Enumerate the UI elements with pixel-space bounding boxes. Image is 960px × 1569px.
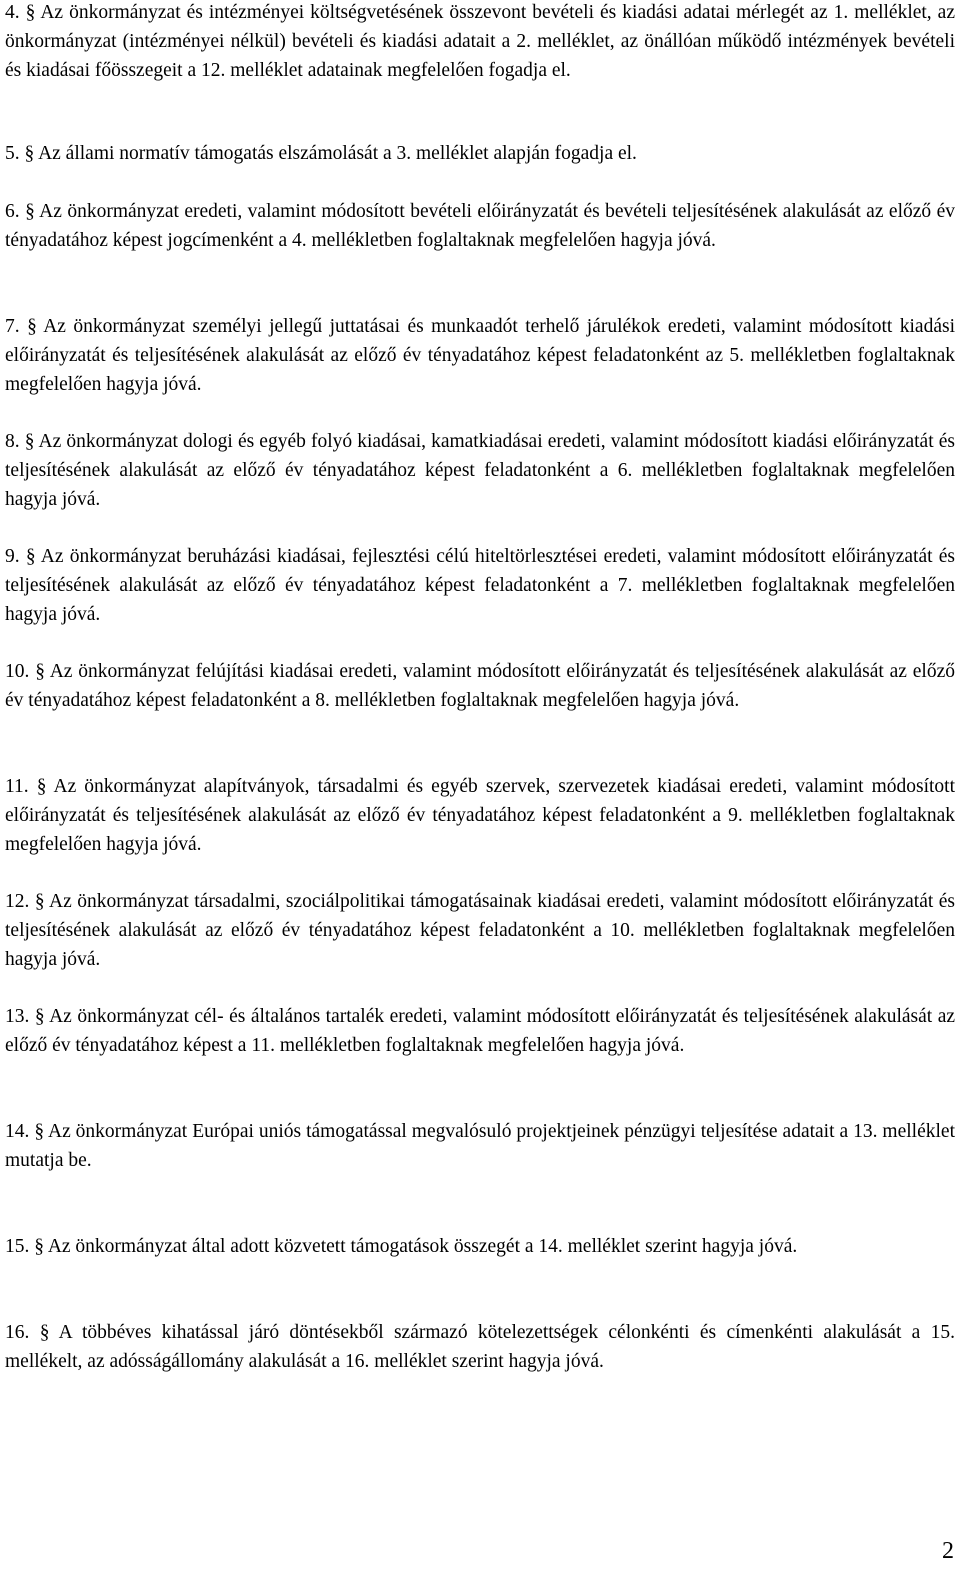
paragraph-number: 11. bbox=[5, 776, 29, 797]
paragraph-number: 7. bbox=[5, 316, 20, 337]
section-sign: § bbox=[24, 143, 35, 164]
paragraph-9 bbox=[5, 542, 955, 629]
paragraph-number: 13. bbox=[5, 1006, 30, 1027]
paragraph-6 bbox=[5, 197, 955, 255]
paragraph-14 bbox=[5, 1117, 955, 1175]
section-sign: § bbox=[25, 2, 36, 23]
paragraph-text: Az önkormányzat alapítványok, társadalmi és egyéb szervek, szervezetek kiadásai eredeti, valamint módosított előirányzatát és teljesítésének alakulását az előző év tényadatához képest feladatonként a 9. mellékletben foglaltaknak megfelelően hagyja jóvá. bbox=[5, 776, 955, 855]
paragraph-number: 14. bbox=[5, 1121, 30, 1142]
paragraph-text: Az önkormányzat dologi és egyéb folyó kiadásai, kamatkiadásai eredeti, valamint módosított kiadási előirányzatát és teljesítésének alakulását az előző év tényadatához képest feladatonként a 6. mellékletben foglaltaknak megfelelően hagyja jóvá. bbox=[5, 431, 955, 510]
section-sign: § bbox=[34, 1236, 44, 1257]
paragraph-text: Az önkormányzat beruházási kiadásai, fejlesztési célú hiteltörlesztései eredeti, valamint módosított előirányzatát és teljesítésének alakulását az előző év tényadatához képest feladatonként a 7. mellékletben foglaltaknak megfelelően hagyja jóvá. bbox=[5, 546, 955, 625]
paragraph-text: Az önkormányzat felújítási kiadásai eredeti, valamint módosított előirányzatát és teljesítésének alakulását az előző év tényadatához képest feladatonként a 8. mellékletben foglaltaknak megfelelően hagyja jóvá. bbox=[5, 661, 955, 711]
section-sign: § bbox=[25, 201, 35, 222]
paragraph-text: Az önkormányzat és intézményei költségvetésének összevont bevételi és kiadási adatai mérlegét az 1. melléklet, az önkormányzat (intézményei nélkül) bevételi és kiadási adatait a 2. melléklet, az önállóan működő intézmények bevételi és kiadásai főösszegeit a 12. melléklet adatainak megfelelően fogadja el. bbox=[5, 2, 955, 81]
paragraph-number: 5. bbox=[5, 143, 20, 164]
paragraph-text: A többéves kihatással járó döntésekből származó kötelezettségek célonkénti és címenkénti alakulását a 15. mellékelt, az adósságállomány alakulását a 16. melléklet szerint hagyja jóvá. bbox=[5, 1322, 955, 1372]
paragraph-11 bbox=[5, 772, 955, 859]
section-sign: § bbox=[35, 661, 45, 682]
paragraph-number: 6. bbox=[5, 201, 20, 222]
section-sign: § bbox=[24, 431, 35, 452]
section-sign: § bbox=[39, 1322, 50, 1343]
paragraph-4 bbox=[5, 0, 955, 85]
paragraph-15 bbox=[5, 1232, 955, 1261]
paragraph-number: 15. bbox=[5, 1236, 30, 1257]
section-sign: § bbox=[34, 891, 45, 912]
paragraph-13 bbox=[5, 1002, 955, 1060]
section-sign: § bbox=[36, 776, 47, 797]
section-sign: § bbox=[34, 1006, 45, 1027]
paragraph-7 bbox=[5, 312, 955, 399]
section-sign: § bbox=[25, 546, 36, 567]
paragraph-text: Az önkormányzat személyi jellegű juttatásai és munkaadót terhelő járulékok eredeti, valamint módosított kiadási előirányzatát és teljesítésének alakulását az előző év tényadatához képest feladatonként az 5. mellékletben foglaltaknak megfelelően hagyja jóvá. bbox=[5, 316, 956, 395]
paragraph-5 bbox=[5, 139, 955, 168]
paragraph-number: 12. bbox=[5, 891, 30, 912]
page-number: 2 bbox=[942, 1538, 954, 1564]
paragraph-number: 8. bbox=[5, 431, 20, 452]
paragraph-16 bbox=[5, 1318, 955, 1376]
paragraph-number: 16. bbox=[5, 1322, 30, 1343]
paragraph-text: Az önkormányzat eredeti, valamint módosított bevételi előirányzatát és bevételi teljesítésének alakulását az előző év tényadatához képest jogcímenként a 4. mellékletben foglaltaknak megfelelően hagyja jóvá. bbox=[5, 201, 955, 251]
paragraph-number: 4. bbox=[5, 2, 20, 23]
section-sign: § bbox=[34, 1121, 45, 1142]
paragraph-8 bbox=[5, 427, 955, 514]
paragraph-text: Az állami normatív támogatás elszámolását a 3. melléklet alapján fogadja el. bbox=[38, 143, 637, 164]
paragraph-text: Az önkormányzat cél- és általános tartalék eredeti, valamint módosított előirányzatát és teljesítésének alakulását az előző év tényadatához képest a 11. mellékletben foglaltaknak megfelelően hagyja jóvá. bbox=[5, 1006, 955, 1056]
paragraph-number: 10. bbox=[5, 661, 30, 682]
paragraph-text: Az önkormányzat Európai uniós támogatással megvalósuló projektjeinek pénzügyi teljesítése adatait a 13. melléklet mutatja be. bbox=[5, 1121, 955, 1171]
section-sign: § bbox=[27, 316, 37, 337]
paragraph-text: Az önkormányzat társadalmi, szociálpolitikai támogatásainak kiadásai eredeti, valamint módosított előirányzatát és teljesítésének alakulását az előző év tényadatához képest feladatonként a 10. mellékletben foglaltaknak megfelelően hagyja jóvá. bbox=[5, 891, 955, 970]
paragraph-number: 9. bbox=[5, 546, 20, 567]
paragraph-12 bbox=[5, 887, 955, 974]
paragraph-10 bbox=[5, 657, 955, 715]
paragraph-text: Az önkormányzat által adott közvetett támogatások összegét a 14. melléklet szerint hagyja jóvá. bbox=[47, 1236, 798, 1257]
